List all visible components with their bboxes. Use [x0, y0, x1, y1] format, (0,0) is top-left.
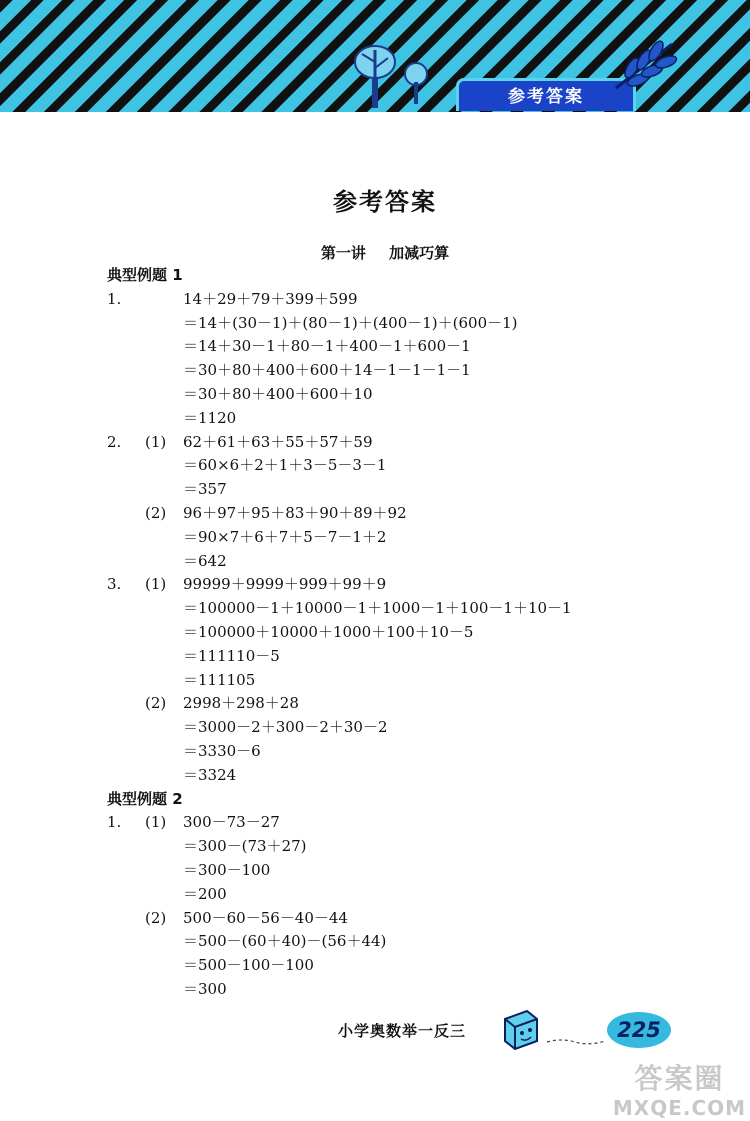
- answer-line: [107, 550, 707, 574]
- expression-text: ＝100000＋10000＋1000＋100＋10－5: [183, 622, 474, 641]
- answer-line: [107, 740, 707, 764]
- expression-text: ＝111105: [183, 670, 256, 689]
- answer-line: [107, 669, 707, 693]
- answer-line: [107, 407, 707, 431]
- mascot-book-icon: [497, 1005, 543, 1051]
- watermark-url: MXQE.COM: [612, 1096, 747, 1120]
- expression-text: ＝30＋80＋400＋600＋14－1－1－1－1: [183, 361, 471, 380]
- sub-problem-label: (2): [145, 908, 167, 927]
- expression-text: ＝300－100: [183, 860, 271, 879]
- expression-text: ＝3324: [183, 765, 237, 784]
- answer-line: [107, 978, 707, 1002]
- expression-text: ＝642: [183, 551, 227, 570]
- answer-line: [107, 312, 707, 336]
- expression-text: ＝30＋80＋400＋600＋10: [183, 384, 373, 403]
- answer-line: [107, 716, 707, 740]
- expression-text: ＝200: [183, 884, 227, 903]
- example-heading: 典型例题 1: [107, 266, 183, 284]
- expression-text: 62＋61＋63＋55＋57＋59: [183, 432, 373, 451]
- expression-text: 500－60－56－40－44: [183, 908, 348, 927]
- expression-text: ＝100000－1＋10000－1＋1000－1＋100－1＋10－1: [183, 599, 572, 618]
- answer-line: [107, 383, 707, 407]
- answer-line: [107, 764, 707, 788]
- expression-text: ＝111110－5: [183, 646, 280, 665]
- expression-text: ＝500－(60＋40)－(56＋44): [183, 932, 387, 951]
- expression-text: ＝300: [183, 979, 227, 998]
- answer-line: [107, 454, 707, 478]
- watermark: [612, 1062, 747, 1120]
- answer-line: [107, 835, 707, 859]
- sub-problem-label: (1): [145, 432, 167, 451]
- answer-line: [107, 335, 707, 359]
- expression-text: 96＋97＋95＋83＋90＋89＋92: [183, 503, 407, 522]
- problem-number: 1.: [107, 289, 122, 308]
- answer-line: [107, 907, 707, 931]
- expression-text: ＝1120: [183, 408, 237, 427]
- expression-text: 300－73－27: [183, 813, 280, 832]
- problem-number: 1.: [107, 813, 122, 832]
- page-title: 参考答案: [333, 188, 437, 216]
- expression-text: ＝60×6＋2＋1＋3－5－3－1: [183, 456, 387, 475]
- answer-line: [107, 359, 707, 383]
- answer-line: [107, 597, 707, 621]
- problem-number: 2.: [107, 432, 122, 451]
- answer-line: [107, 859, 707, 883]
- answer-line: [107, 431, 707, 455]
- expression-text: 99999＋9999＋999＋99＋9: [183, 575, 387, 594]
- answer-line: [107, 288, 707, 312]
- problem-number: 3.: [107, 575, 122, 594]
- expression-text: ＝300－(73＋27): [183, 837, 307, 856]
- expression-text: 2998＋298＋28: [183, 694, 299, 713]
- answer-content: [107, 264, 707, 1002]
- sub-problem-label: (1): [145, 575, 167, 594]
- answer-line: [107, 526, 707, 550]
- answer-line: [107, 811, 707, 835]
- expression-text: 14＋29＋79＋399＋599: [183, 289, 358, 308]
- expression-text: ＝357: [183, 480, 227, 499]
- page-number: 225: [607, 1012, 671, 1048]
- leaf-branch-icon: [610, 38, 680, 92]
- sub-problem-label: (1): [145, 813, 167, 832]
- watermark-title: 答案圈: [634, 1062, 725, 1095]
- expression-text: ＝500－100－100: [183, 956, 314, 975]
- answer-line: [107, 573, 707, 597]
- expression-text: ＝14＋30－1＋80－1＋400－1＋600－1: [183, 337, 471, 356]
- expression-text: ＝3000－2＋300－2＋30－2: [183, 718, 388, 737]
- expression-text: ＝3330－6: [183, 741, 261, 760]
- dotted-trail-icon: [545, 1036, 607, 1046]
- expression-text: ＝14＋(30－1)＋(80－1)＋(400－1)＋(600－1): [183, 313, 518, 332]
- tree-icon: [350, 40, 440, 110]
- answer-tab: 参考答案: [456, 78, 636, 111]
- answer-line: [107, 621, 707, 645]
- answer-line: [107, 883, 707, 907]
- answer-line: [107, 478, 707, 502]
- book-title: 小学奥数举一反三: [338, 1022, 467, 1040]
- answer-line: [107, 930, 707, 954]
- answer-line: [107, 645, 707, 669]
- section-title: 第一讲 加减巧算: [320, 244, 450, 262]
- answer-line: [107, 954, 707, 978]
- answer-line: [107, 502, 707, 526]
- sub-problem-label: (2): [145, 694, 167, 713]
- sub-problem-label: (2): [145, 503, 167, 522]
- answer-line: [107, 692, 707, 716]
- example-heading: 典型例题 2: [107, 789, 183, 808]
- expression-text: ＝90×7＋6＋7＋5－7－1＋2: [183, 527, 387, 546]
